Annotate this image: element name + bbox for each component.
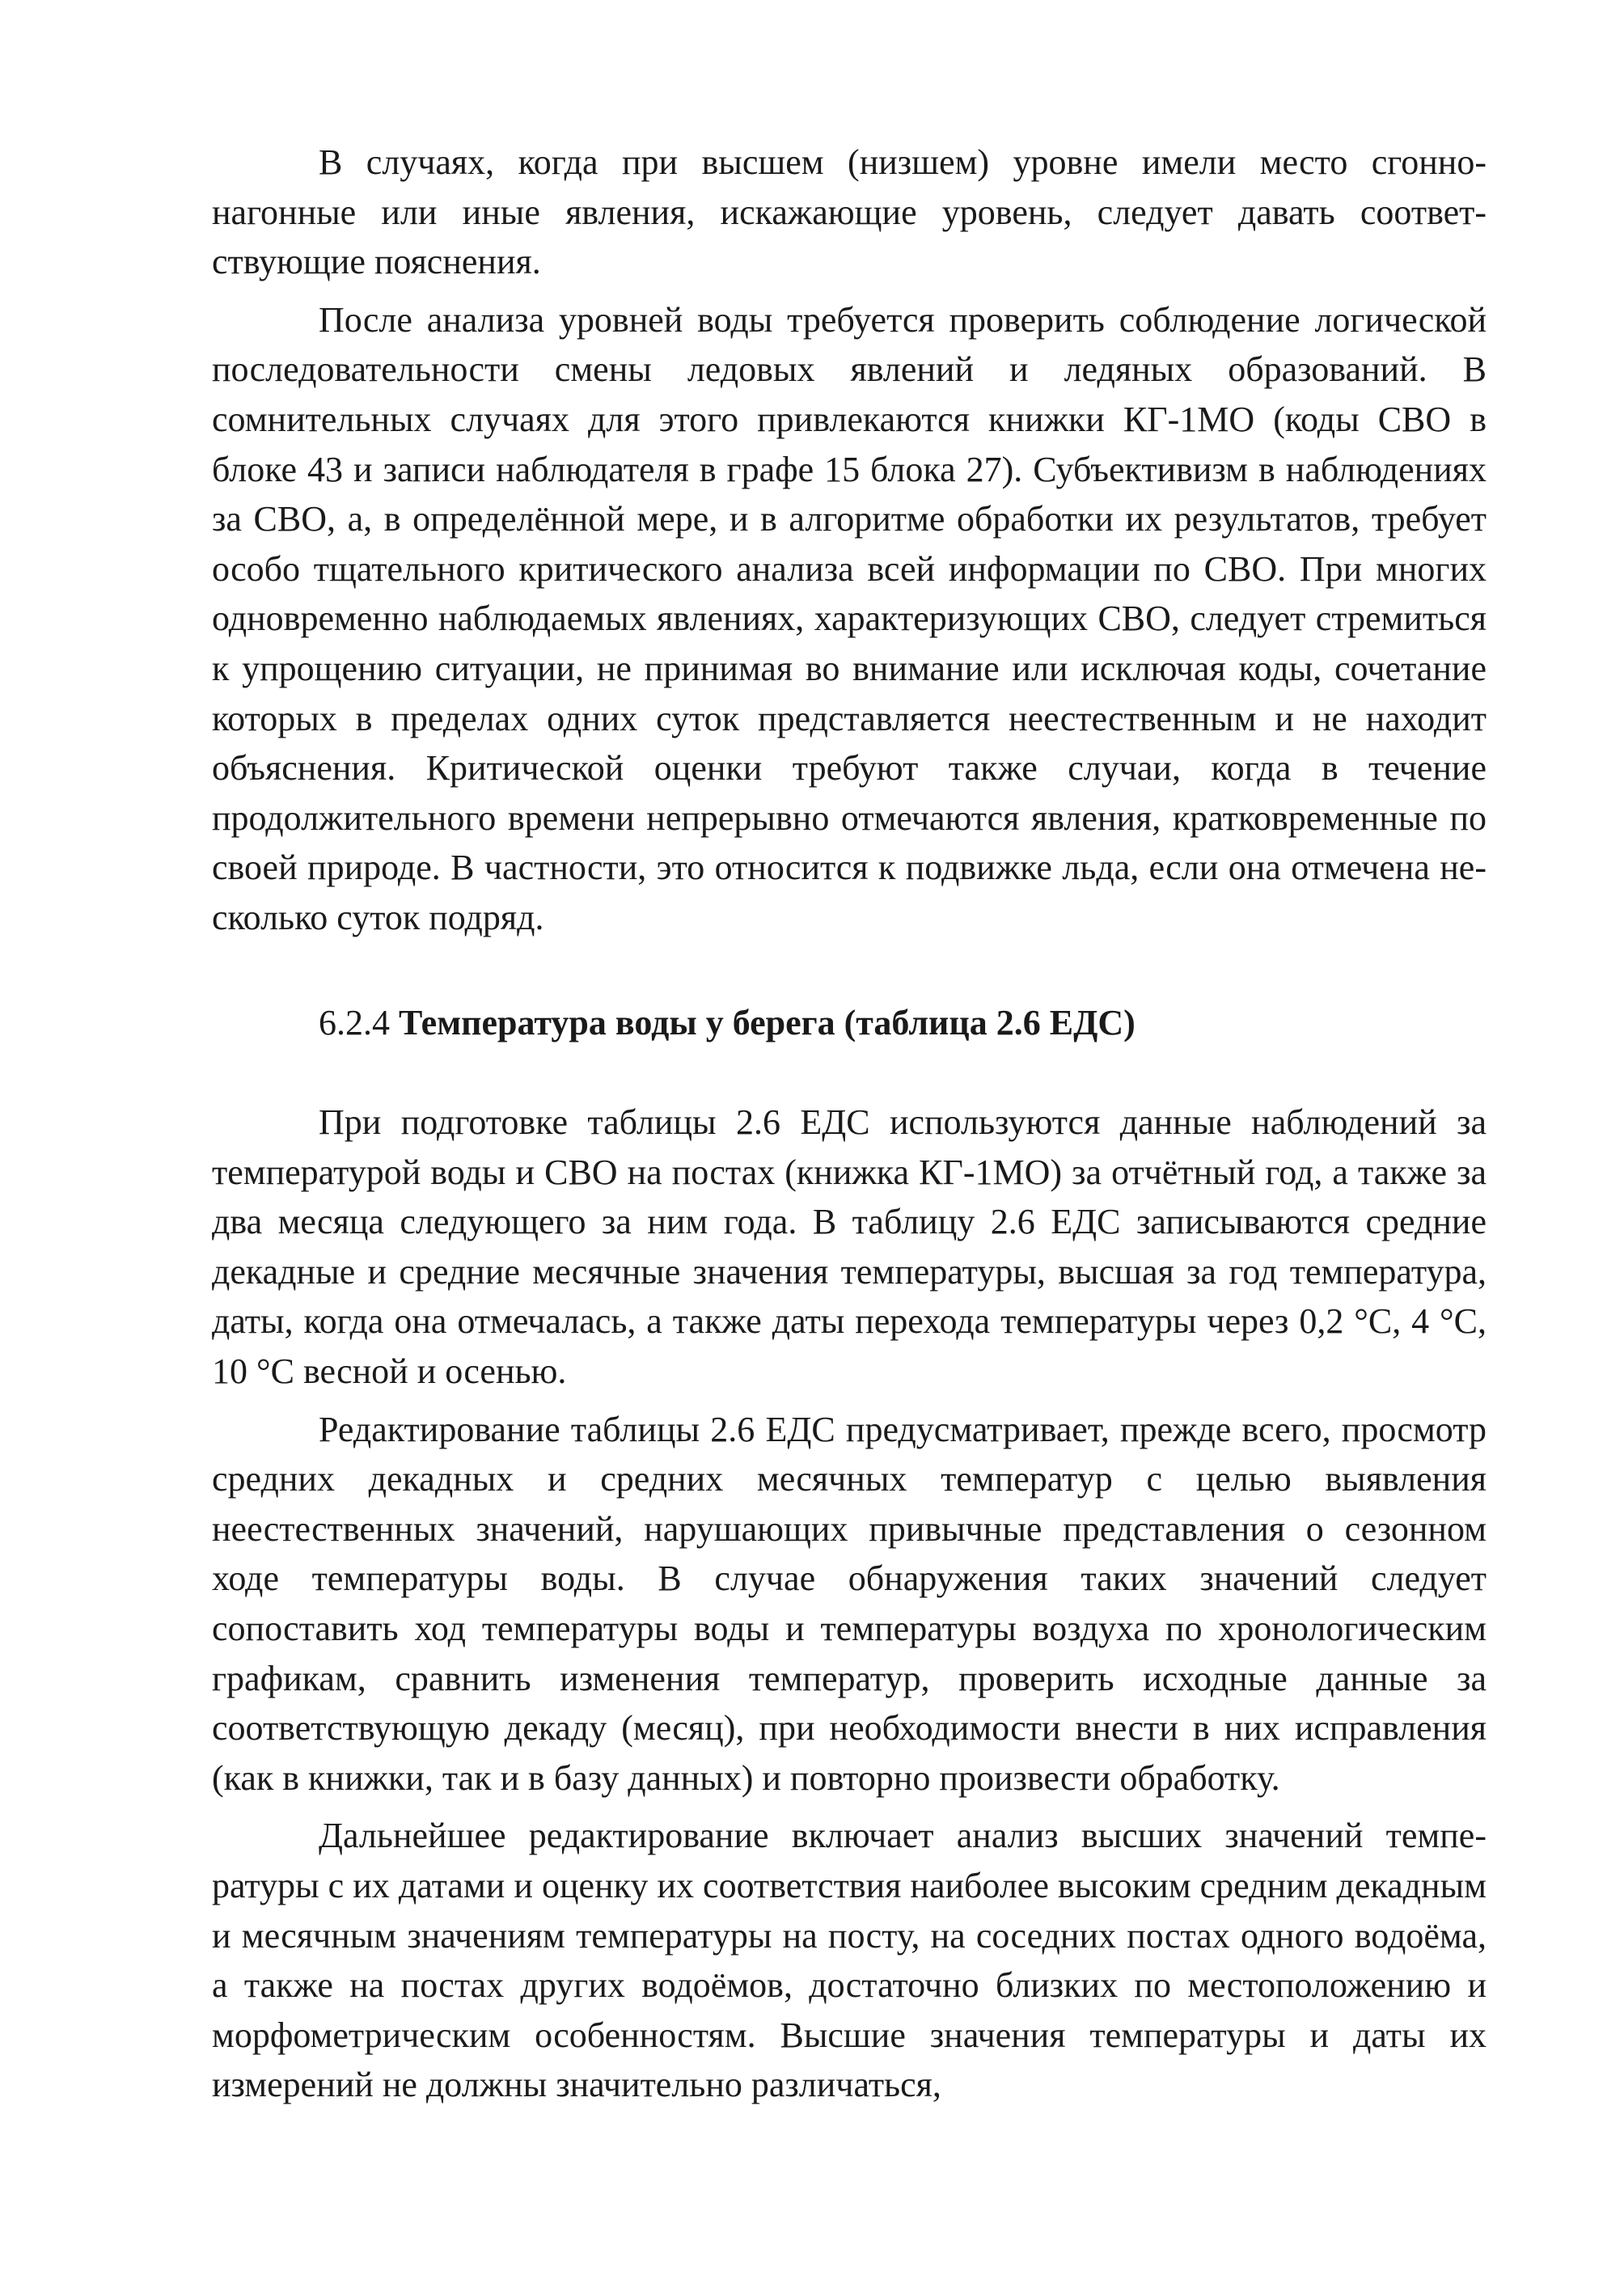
- document-page: [212, 137, 1487, 2110]
- paragraph-table-preparation: При подготовке таблицы 2.6 ЕДС используются данные наблюдений за температурой воды и СВО на постах (книжка КГ-1МО) за отчётный год, а также за два месяца следующего за ним года. В таблицу 2.6 ЕДС записываются средние декадные и средние месячные значения температуры, высшая за год температура, даты, когда она отмечалась, а также даты перехода температуры через 0,2 °С, 4 °С, 10 °С весной и осенью.: [212, 1102, 1487, 1392]
- section-heading: [212, 998, 1487, 1048]
- paragraph-surge-levels: В случаях, когда при высшем (низшем) уровне имели место сгонно-нагонные или иные явления, искажающие уровень, следует давать соответствующие пояснения.: [212, 142, 1487, 282]
- section-number: 6.2.4: [319, 1002, 390, 1042]
- paragraph-further-editing: Дальнейшее редактирование включает анализ высших значений температуры с их датами и оценку их соответствия наиболее высоким средним декадным и месячным значениям температуры на посту, на соседних постах одного водоёма, а также на постах других водоёмов, достаточно близких по местоположению и морфометрическим особенностям. Высшие значения температуры и даты их измерений не должны значительно различаться,: [212, 1816, 1487, 2105]
- paragraph-ice-phenomena: После анализа уровней воды требуется проверить соблюдение логической последовательности смены ледовых явлений и ледяных образований. В сомнительных случаях для этого привлекаются книжки КГ-1МО (коды СВО в блоке 43 и записи наблюдателя в графе 15 блока 27). Субъективизм в наблюдениях за СВО, а, в определённой мере, и в алгоритме обработки их результатов, требует особо тщательного критического анализа всей информации по СВО. При многих одновременно наблюдаемых явлениях, характеризующих СВО, следует стремиться к упрощению ситуации, не принимая во внимание или исключая коды, сочетание которых в пределах одних суток представляется неестественным и не находит объяснения. Критической оценки требуют также случаи, когда в течение продолжительного времени непрерывно отмечаются явления, кратковременные по своей природе. В частности, это относится к подвижке льда, если она отмечена несколько суток подряд.: [212, 299, 1487, 937]
- paragraph-table-editing: Редактирование таблицы 2.6 ЕДС предусматривает, прежде всего, просмотр средних декадных и средних месячных температур с целью выявления неестественных значений, нарушающих привычные представления о сезонном ходе температуры воды. В случае обнаружения таких значений следует сопоставить ход температуры воды и температуры воздуха по хронологическим графикам, сравнить изменения температур, проверить исходные данные за соответствующую декаду (месяц), при необходимости внести в них исправления (как в книжки, так и в базу данных) и повторно произвести обработку.: [212, 1409, 1487, 1798]
- section-title: Температура воды у берега (таблица 2.6 ЕДС): [399, 1002, 1136, 1042]
